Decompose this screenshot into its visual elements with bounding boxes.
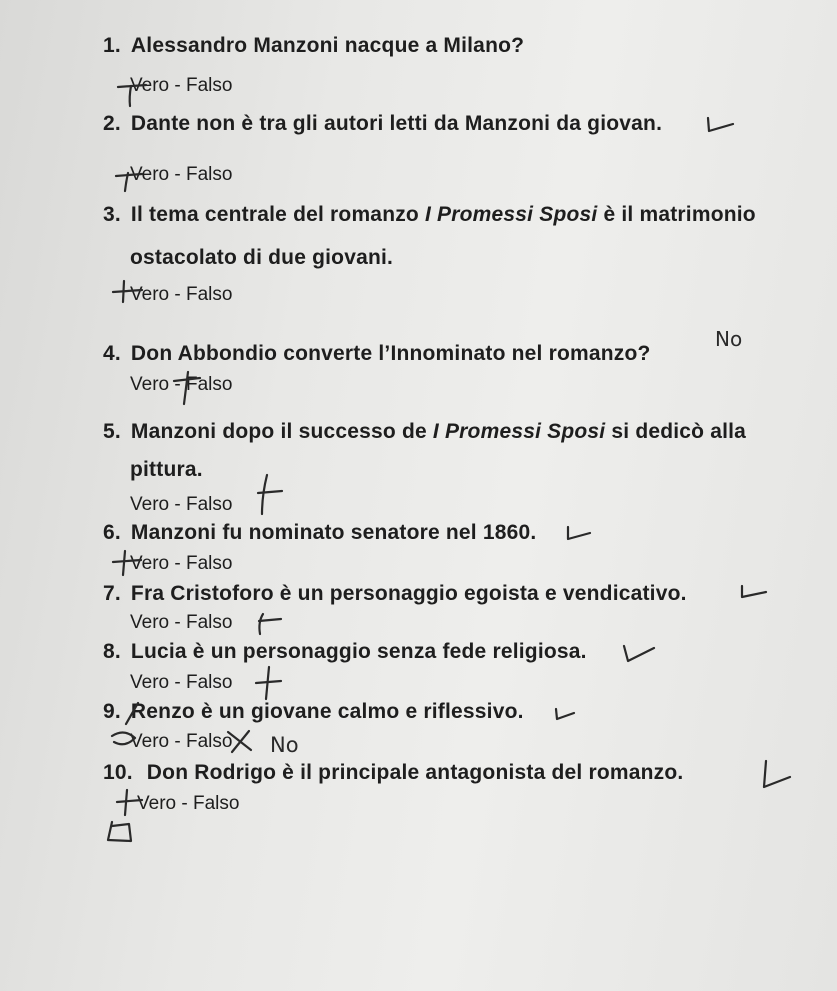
question-text: Manzoni dopo il successo de (130, 420, 433, 443)
question-3-line-2: ostacolato di due giovani. (130, 246, 394, 269)
answer-options-1: Vero - Falso (130, 75, 233, 96)
question-number: 6. (103, 521, 121, 544)
question-number: 1. (103, 34, 121, 57)
answer-options-6: Vero - Falso (130, 553, 233, 574)
pen-check-mark (742, 586, 766, 597)
pen-cross-mark (256, 667, 281, 699)
question-number: 7. (103, 582, 121, 605)
answer-options-9: Vero - Falso (130, 731, 233, 752)
question-text: Don Rodrigo è il principale antagonista del romanzo. (146, 761, 684, 784)
pen-check-mark (624, 646, 654, 661)
question-9 (103, 700, 524, 724)
question-5-line-2: pittura. (130, 458, 203, 481)
pen-cross-mark (259, 614, 281, 634)
answer-options-5: Vero - Falso (130, 494, 233, 515)
question-text: Manzoni fu nominato senatore nel 1860. (130, 521, 537, 544)
question-number: 2. (103, 112, 121, 135)
pen-box-scribble (108, 822, 131, 841)
handwritten-note: No (715, 327, 743, 351)
question-text: Dante non è tra gli autori letti da Manzoni da giovan. (130, 112, 663, 135)
question-number: 5. (103, 420, 121, 443)
book-title: I Promessi Sposi (424, 203, 598, 226)
question-number: 9. (103, 700, 121, 723)
answer-options-2: Vero - Falso (130, 164, 233, 185)
question-text-cont: si dedicò alla (605, 420, 747, 443)
question-text: Fra Cristoforo è un personaggio egoista e vendicativo. (130, 582, 687, 605)
question-text: Alessandro Manzoni nacque a Milano? (130, 34, 525, 57)
question-2 (103, 112, 662, 136)
question-1 (103, 34, 524, 58)
question-8 (103, 640, 587, 664)
answer-options-4: Vero - Falso (130, 374, 233, 395)
question-text: Lucia è un personaggio senza fede religiosa. (130, 640, 587, 663)
answer-options-3: Vero - Falso (130, 284, 233, 305)
question-10 (103, 761, 683, 785)
question-number: 8. (103, 640, 121, 663)
question-number: 3. (103, 203, 121, 226)
question-7 (103, 582, 687, 606)
answer-options-8: Vero - Falso (130, 672, 233, 693)
pen-check-mark (764, 761, 790, 787)
pen-check-mark (708, 118, 733, 131)
question-text: Il tema centrale del romanzo (130, 203, 425, 226)
question-5 (103, 420, 746, 444)
answer-options-10: Vero - Falso (137, 793, 240, 814)
question-text-cont: è il matrimonio (597, 203, 756, 226)
question-text: Renzo è un giovane calmo e riflessivo. (130, 700, 524, 723)
question-4 (103, 342, 651, 366)
pen-cross-mark (258, 475, 282, 514)
question-6 (103, 521, 536, 545)
question-text: Don Abbondio converte l’Innominato nel romanzo? (130, 342, 651, 365)
question-number: 4. (103, 342, 121, 365)
question-number: 10. (103, 761, 133, 784)
pen-check-mark (556, 709, 574, 719)
handwritten-note: No (270, 733, 299, 757)
pen-check-mark (568, 527, 590, 539)
question-3 (103, 203, 756, 227)
answer-options-7: Vero - Falso (130, 612, 233, 633)
book-title: I Promessi Sposi (432, 420, 606, 443)
